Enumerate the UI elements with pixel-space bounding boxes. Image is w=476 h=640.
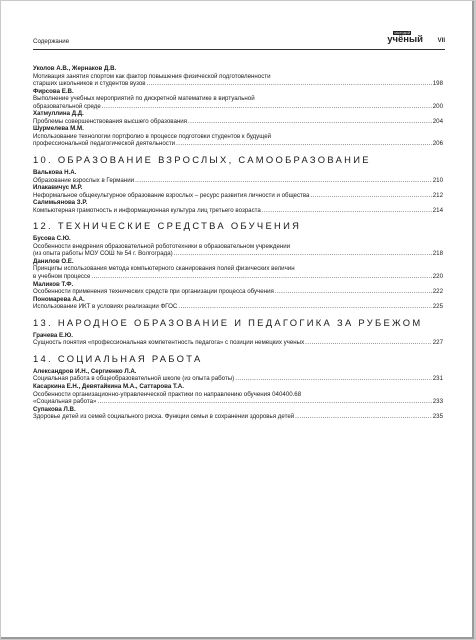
- toc-entry: [33, 125, 443, 148]
- dot-leader: [235, 375, 432, 383]
- toc-entry: [33, 281, 443, 296]
- section-heading: 13. НАРОДНОЕ ОБРАЗОВАНИЕ И ПЕДАГОГИКА ЗА РУБЕЖОМ: [33, 316, 423, 328]
- entry-title-final-line: [33, 207, 443, 215]
- dot-leader: [188, 118, 432, 126]
- entry-title-line: Особенности внедрения образовательной робототехники в образовательном учреждении: [33, 242, 291, 250]
- entry-author: Валькова Н.А.: [33, 169, 77, 177]
- dot-leader: [176, 140, 432, 148]
- toc-entry: [33, 383, 443, 406]
- entry-page-number: 227: [432, 339, 443, 347]
- entry-author: Салимьянова З.Р.: [33, 199, 88, 207]
- entry-author: Хатмуллина Д.Д.: [33, 110, 84, 118]
- entry-title-final-line: [33, 80, 443, 88]
- section-heading: 12. ТЕХНИЧЕСКИЕ СРЕДСТВА ОБУЧЕНИЯ: [33, 220, 302, 232]
- entry-page-number: 212: [432, 191, 443, 199]
- dot-leader: [147, 80, 432, 88]
- entry-title-text: Неформальное общекультурное образование взрослых – ресурс развития личности и общества: [33, 191, 310, 199]
- entry-title-text: (из опыта работы МОУ СОШ № 54 г. Волгограда): [33, 250, 173, 258]
- entry-title-final-line: [33, 339, 443, 347]
- entry-author: Уколов А.В., Жернаков Д.В.: [33, 65, 117, 72]
- entry-title-text: Использование ИКТ в условиях реализации ФГОС: [33, 303, 178, 311]
- entry-page-number: 204: [432, 117, 443, 125]
- entry-title-line: Мотивация занятия спортом как фактор повышения физической подготовленности: [33, 72, 271, 80]
- entry-title-text: старших школьников и студентов вузов: [33, 80, 146, 88]
- dot-leader: [310, 192, 431, 200]
- entry-author: Шурмелева М.М.: [33, 125, 84, 133]
- entry-title-final-line: [33, 250, 443, 258]
- toc-entry: [33, 184, 443, 199]
- entry-title-text: образовательной среде: [33, 102, 101, 110]
- entry-title-final-line: [33, 303, 443, 311]
- toc-entry: [33, 199, 443, 214]
- brand-logo-small-text: МОЛОДОЙ: [394, 31, 410, 35]
- header-rule: [33, 49, 445, 50]
- dot-leader: [275, 288, 432, 296]
- table-of-contents: [33, 65, 443, 421]
- toc-entry: [33, 110, 443, 125]
- entry-title-text: Социальная работа в общеобразовательной школе (из опыта работы): [33, 375, 235, 383]
- dot-leader: [295, 413, 432, 421]
- entry-title-final-line: [33, 375, 443, 383]
- entry-title-line: Особенности организационно-управленческой практики по направлению обучения 040400.68: [33, 390, 302, 398]
- entry-title-final-line: [33, 192, 443, 200]
- toc-entry: [33, 258, 443, 281]
- toc-entry: [33, 296, 443, 311]
- entry-page-number: 220: [432, 273, 443, 281]
- entry-page-number: 198: [432, 80, 443, 88]
- entry-title-text: «Социальная работа»: [33, 398, 97, 406]
- entry-page-number: 200: [432, 102, 443, 110]
- dot-leader: [97, 398, 431, 406]
- dot-leader: [135, 177, 432, 185]
- header-page-number: VII: [437, 38, 445, 44]
- section-heading: 10. ОБРАЗОВАНИЕ ВЗРОСЛЫХ, САМООБРАЗОВАНИЕ: [33, 154, 371, 166]
- toc-entry: [33, 65, 443, 88]
- entry-title-final-line: [33, 413, 443, 421]
- entry-title-text: Проблемы совершенствования высшего образования: [33, 117, 188, 125]
- entry-title-text: профессиональной педагогической деятельности: [33, 140, 176, 148]
- entry-author: Касаркина Е.Н., Девятайкина М.А., Саттарова Т.А.: [33, 382, 184, 390]
- running-header: [33, 31, 445, 48]
- entry-title-final-line: [33, 398, 443, 406]
- toc-entry: [33, 368, 443, 383]
- entry-title-text: Особенности применения технических средств при организации процесса обучения: [33, 288, 274, 296]
- entry-page-number: 233: [432, 398, 443, 406]
- entry-title-final-line: [33, 177, 443, 185]
- entry-page-number: 214: [432, 206, 443, 214]
- entry-author: Грачева Е.Ю.: [33, 331, 73, 339]
- entry-author: Супакова Л.В.: [33, 405, 76, 413]
- dot-leader: [305, 339, 432, 347]
- entry-author: Бусова С.Ю.: [33, 235, 71, 243]
- entry-author: Данилов О.Е.: [33, 257, 74, 265]
- entry-author: Маликов Т.Ф.: [33, 280, 74, 288]
- entry-author: Александров И.Н., Сергиенко Л.А.: [33, 367, 137, 375]
- entry-author: Илакавичус М.Р.: [33, 184, 83, 192]
- dot-leader: [91, 273, 431, 281]
- entry-page-number: 222: [432, 288, 443, 296]
- entry-title-line: Использование технологии портфолио в процессе подготовки студентов к будущей: [33, 132, 272, 140]
- entry-title-text: Компьютерная грамотность и информационная культура лиц третьего возраста: [33, 206, 261, 214]
- entry-title-final-line: [33, 140, 443, 148]
- dot-leader: [174, 250, 432, 258]
- entry-page-number: 235: [432, 413, 443, 421]
- entry-page-number: 218: [432, 250, 443, 258]
- dot-leader: [102, 103, 432, 111]
- entry-title-text: в учебном процессе: [33, 273, 91, 281]
- entry-title-text: Сущность понятия «профессиональная компетентность педагога» с позиции немецких ученых: [33, 339, 305, 347]
- entry-title-text: Здоровье детей из семей социального риска. Функции семьи в сохранении здоровья детей: [33, 413, 295, 421]
- toc-entry: [33, 406, 443, 421]
- section-heading: 14. СОЦИАЛЬНАЯ РАБОТА: [33, 352, 203, 364]
- entry-title-text: Образование взрослых в Германии: [33, 176, 135, 184]
- entry-page-number: 231: [432, 375, 443, 383]
- entry-page-number: 210: [432, 176, 443, 184]
- entry-page-number: 206: [432, 140, 443, 148]
- entry-title-final-line: [33, 118, 443, 126]
- entry-title-final-line: [33, 103, 443, 111]
- brand-logo: учёный: [387, 34, 423, 45]
- toc-entry: [33, 332, 443, 347]
- toc-entry: [33, 235, 443, 258]
- entry-author: Пономарева А.А.: [33, 295, 85, 303]
- toc-entry: [33, 169, 443, 184]
- entry-page-number: 225: [432, 303, 443, 311]
- dot-leader: [262, 207, 432, 215]
- entry-title-final-line: [33, 273, 443, 281]
- dot-leader: [178, 303, 431, 311]
- entry-title-line: Выполнение учебных мероприятий по дискретной математике в виртуальной: [33, 95, 255, 103]
- entry-author: Фирсова Е.В.: [33, 87, 74, 95]
- entry-title-line: Принципы использования метода компьютерного сканирования полей физических величин: [33, 265, 295, 273]
- toc-entry: [33, 88, 443, 111]
- document-page: [1, 1, 474, 639]
- entry-title-final-line: [33, 288, 443, 296]
- header-title: Содержание: [33, 38, 70, 45]
